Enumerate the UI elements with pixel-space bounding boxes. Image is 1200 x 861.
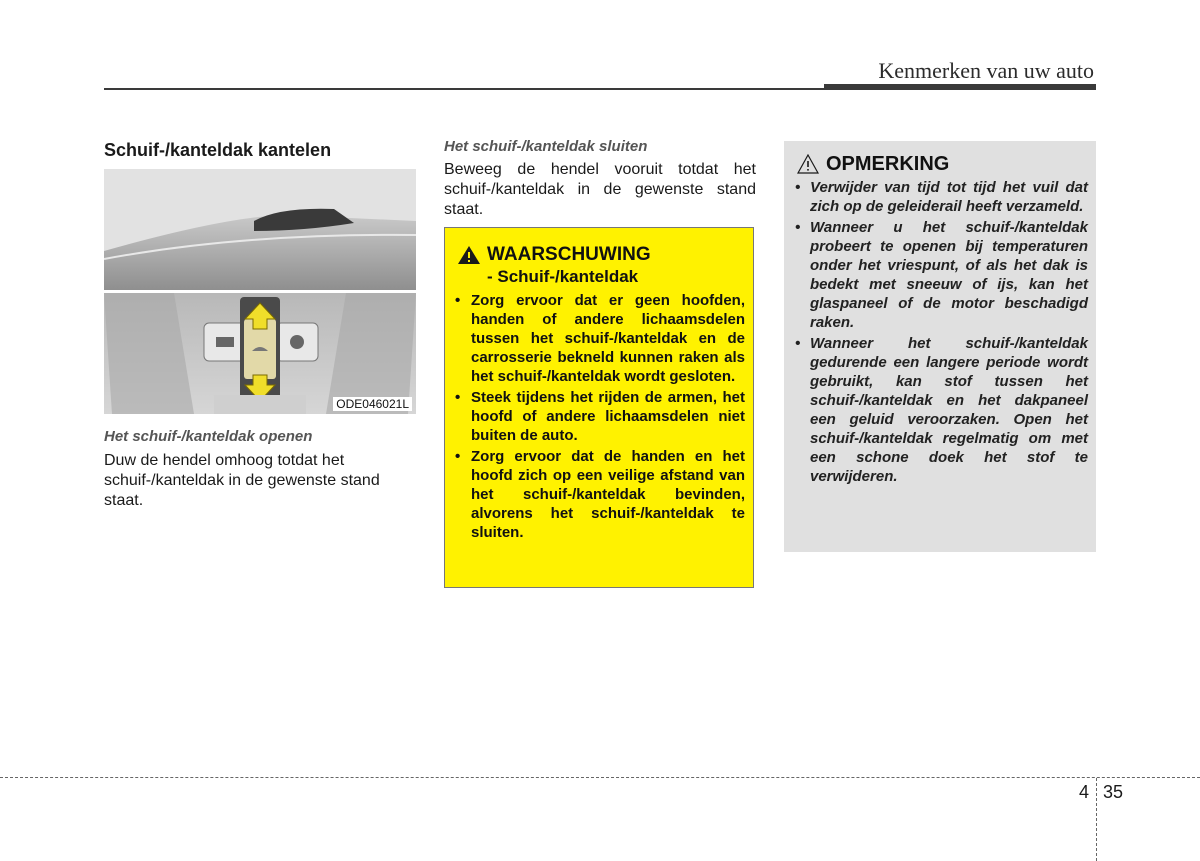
warning-item: • Zorg ervoor dat er geen hoofden, handen of andere lichaamsdelen tussen het schuif-/kanteldak en de carrosserie bekneld kunnen raken als het schuif-/kanteldak wordt gesloten. [455,291,745,386]
figure-code-label: ODE046021L [333,397,412,411]
note-item: • Verwijder van tijd tot tijd het vuil dat zich op de geleiderail heeft verzameld. [792,178,1088,216]
chapter-number: 4 [1079,782,1090,802]
warning-triangle-icon [457,245,481,265]
warning-list [455,291,745,544]
open-subheading: Het schuif-/kanteldak openen [104,428,313,445]
header-rule-accent [824,84,1096,90]
header-rule [104,88,824,90]
section-heading: Schuif-/kanteldak kantelen [104,140,332,160]
footer-dashed-divider [1096,778,1097,861]
warning-box [444,227,754,588]
note-title: OPMERKING [826,153,950,175]
close-instructions: Beweeg de hendel vooruit totdat het schuif-/kanteldak in de gewenste stand staat. [444,161,756,218]
note-list [792,178,1088,488]
footer-dashed-rule [0,777,1200,778]
page-header-title: Kenmerken van uw auto [878,58,1094,83]
warning-item: • Steek tijdens het rijden de armen, het hoofd of andere lichaamsdelen niet buiten de auto. [455,388,745,445]
open-instructions: Duw de hendel omhoog totdat het schuif-/kanteldak in de gewenste stand staat. [104,452,380,509]
note-item: • Wanneer u het schuif-/kanteldak probeert te openen bij temperaturen onder het vriespunt, of als het dak is bedekt met sneeuw of ijs, kan het glaspaneel of de motor beschadigd raken. [792,218,1088,332]
close-subheading: Het schuif-/kanteldak sluiten [444,138,648,155]
warning-title: WAARSCHUWING [487,244,651,265]
warning-subtitle: - Schuif-/kanteldak [487,267,639,286]
page-number: 35 [1103,782,1124,802]
sunroof-illustration [104,169,416,414]
note-box [784,141,1096,552]
warning-item: • Zorg ervoor dat de handen en het hoofd zich op een veilige afstand van het schuif-/kanteldak bevinden, alvorens het schuif-/kanteldak te sluiten. [455,447,745,542]
note-item: • Wanneer het schuif-/kanteldak gedurende een langere periode wordt gebruikt, kan stof tussen het schuif-/kanteldak en het dakpaneel een geluid veroorzaken. Open het schuif-/kanteldak regelmatig om met een schone doek het stof te verwijderen. [792,334,1088,486]
caution-triangle-icon [797,154,819,174]
sunroof-figure [104,169,416,414]
